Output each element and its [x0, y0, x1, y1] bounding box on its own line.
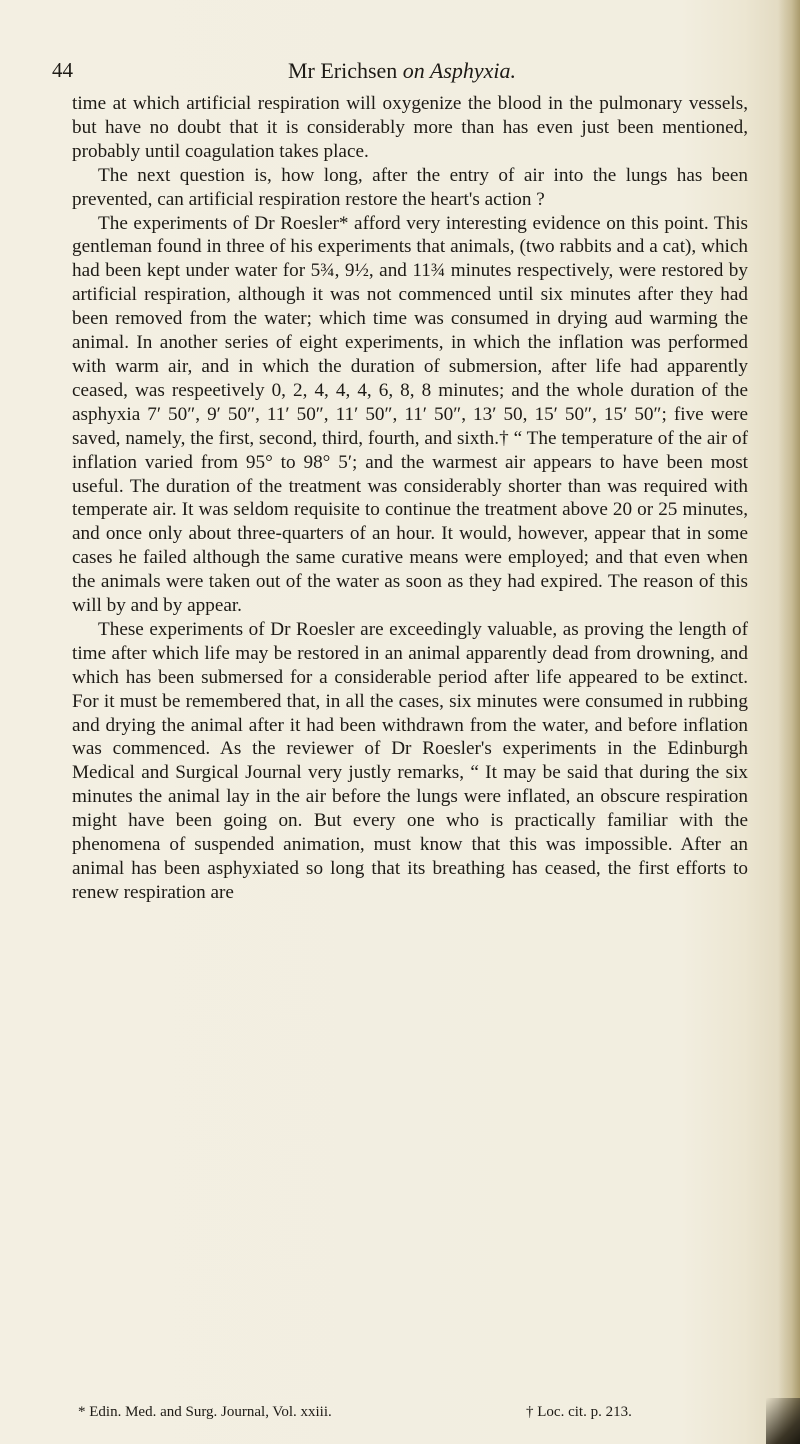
page-header: [52, 58, 752, 88]
page-corner-shadow: [766, 1398, 800, 1444]
paragraph-continued: time at which artificial respiration will oxygenize the blood in the pulmonary vessels, but have no doubt that it is considerably more than has even just been mentioned, probably until coagulation takes place.: [72, 93, 748, 162]
running-title-author: Mr Erichsen: [287, 58, 403, 83]
footnote-edin-journal: * Edin. Med. and Surg. Journal, Vol. xxiii.: [78, 1404, 332, 1420]
paragraph-roesler-value: These experiments of Dr Roesler are exceedingly valuable, as proving the length of time after which life may be restored in an animal apparently dead from drowning, and which has been submersed for a considerable period after life appeared to be extinct. For it must be remembered that, in all the cases, six minutes were consumed in rubbing and drying the animal after it had been withdrawn from the water, and before inflation was commenced. As the reviewer of Dr Roesler's experiments in the Edinburgh Medical and Surgical Journal very justly remarks, “ It may be said that during the six minutes the animal lay in the air before the lungs were inflated, an obscure respiration might have been going on. But every one who is practically familiar with the phenomena of suspended animation, must know that this was impossible. After an animal has been asphyxiated so long that its breathing has ceased, the first efforts to renew respiration are: [72, 618, 748, 903]
body-text: [72, 92, 748, 905]
running-title: [52, 58, 752, 84]
page-edge-shadow: [778, 0, 800, 1444]
page-number: 44: [52, 58, 73, 82]
paragraph-roesler-experiments: The experiments of Dr Roesler* afford very interesting evidence on this point. This gentleman found in three of his experiments that animals, (two rabbits and a cat), which had been kept under water for 5¾, 9½, and 11¾ minutes respectively, were restored by artificial respiration, although it was not commenced until six minutes after they had been removed from the water; which time was consumed in drying aud warming the animal. In another series of eight experiments, in which the inflation was performed with warm air, and in which the duration of submersion, after life had apparently ceased, was respeetively 0, 2, 4, 4, 4, 6, 8, 8 minutes; and the whole duration of the asphyxia 7′ 50″, 9′ 50″, 11′ 50″, 11′ 50″, 11′ 50″, 13′ 50, 15′ 50″, 15′ 50″; five were saved, namely, the first, second, third, fourth, and sixth.† “ The temperature of the air of inflation varied from 95° to 98° 5′; and the warmest air appears to have been most useful. The duration of the treatment was considerably shorter than was required with temperate air. It was seldom requisite to continue the treatment above 20 or 25 minutes, and once only about three-quarters of an hour. It would, however, appear that in some cases he failed although the same curative means were employed; and that even when the animals were taken out of the water as soon as they had expired. The reason of this will by and by appear.: [72, 212, 748, 617]
running-title-subject: on Asphyxia.: [402, 58, 517, 83]
footnote-loc-cit: † Loc. cit. p. 213.: [526, 1404, 632, 1420]
paragraph-question: The next question is, how long, after the entry of air into the lungs has been prevented, can artificial respiration restore the heart's action ?: [72, 164, 748, 210]
